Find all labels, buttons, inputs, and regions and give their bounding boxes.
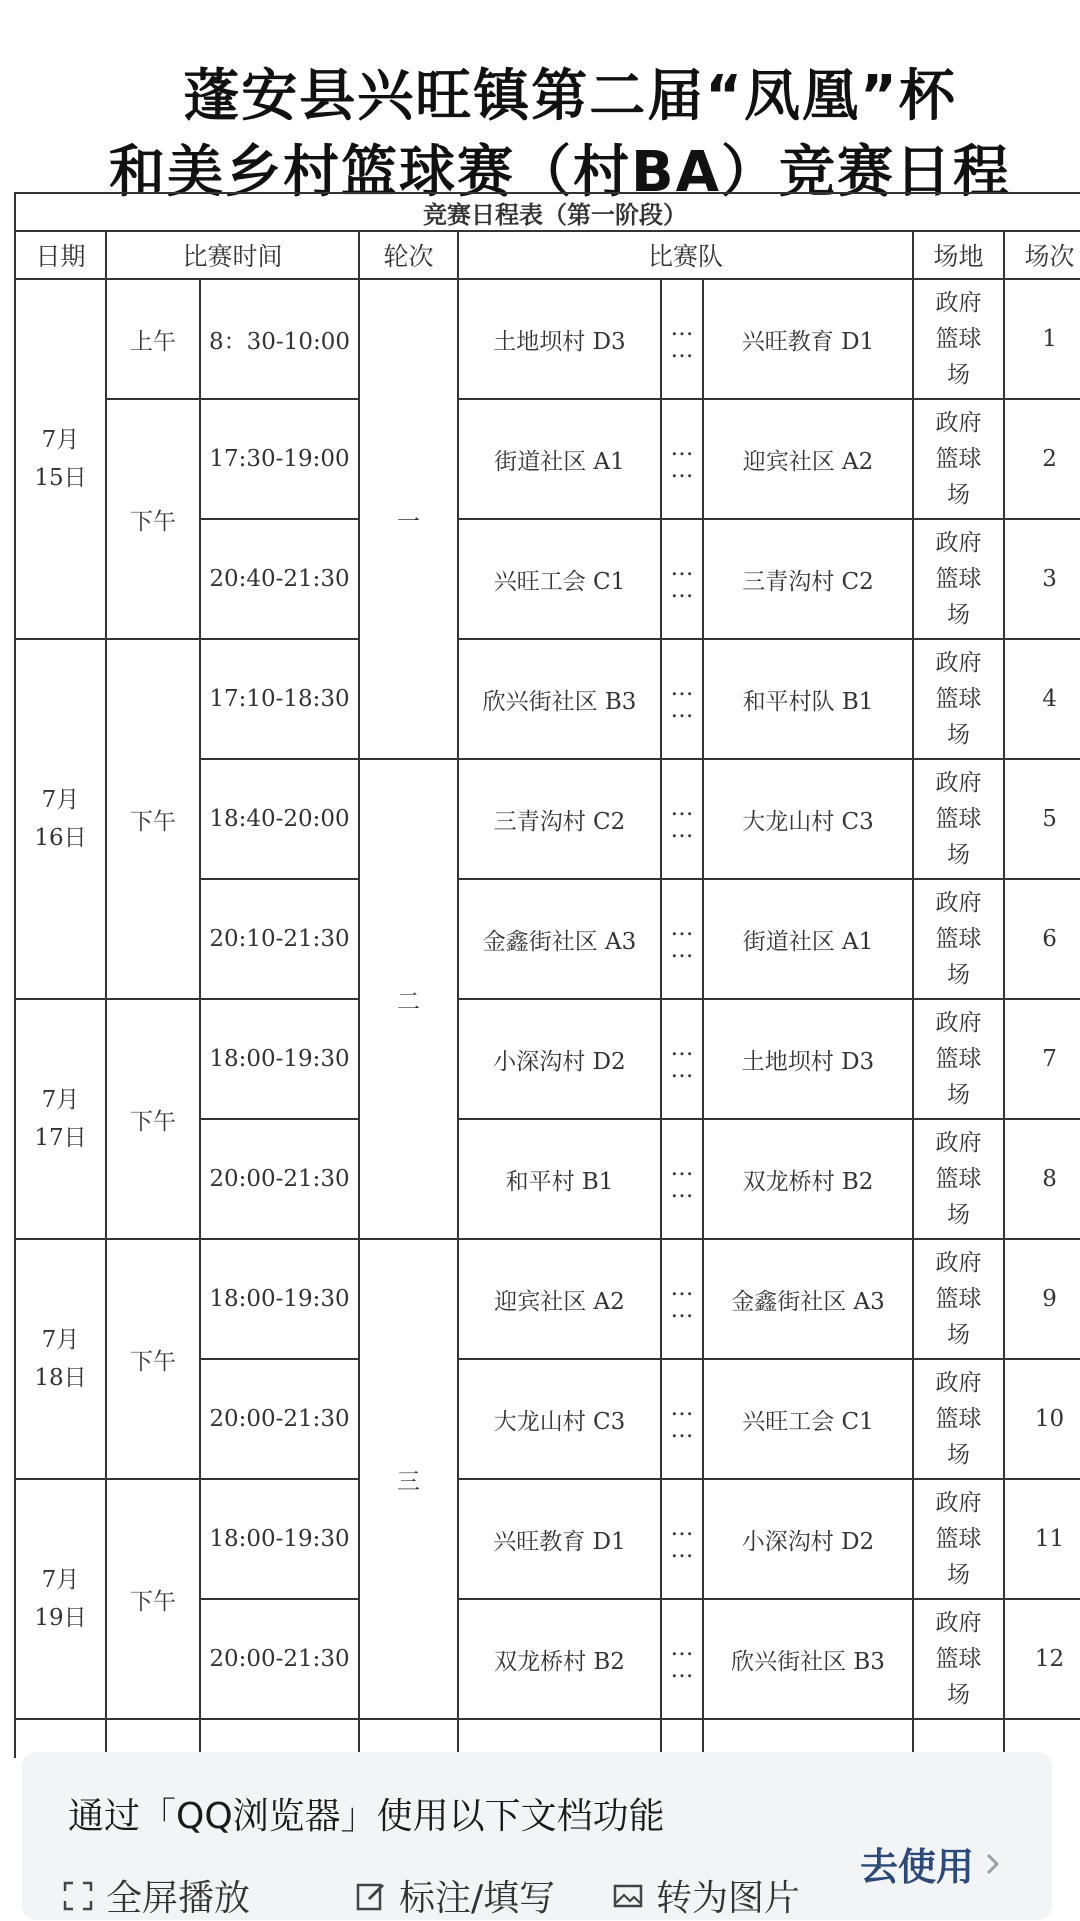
header-teams: 比赛队 [458, 231, 913, 279]
match-number-cell: 2 [1004, 399, 1080, 519]
versus-separator: … … [661, 999, 703, 1119]
period-cell: 上午 [106, 279, 200, 399]
away-team-cell: 兴旺教育 D1 [703, 279, 913, 399]
header-match-no: 场次 [1004, 231, 1080, 279]
time-cell: 18:00-19:30 [200, 1479, 359, 1599]
venue-cell: 政府 篮球 场 [913, 399, 1004, 519]
venue-cell: 政府 篮球 场 [913, 279, 1004, 399]
date-cell: 7月 18日 [15, 1239, 106, 1479]
header-round: 轮次 [359, 231, 458, 279]
header-row [15, 231, 1080, 279]
home-team-cell: 三青沟村 C2 [458, 759, 661, 879]
away-team-cell: 大龙山村 C3 [703, 759, 913, 879]
venue-cell: 政府 篮球 场 [913, 759, 1004, 879]
versus-separator: … … [661, 399, 703, 519]
match-number-cell: 11 [1004, 1479, 1080, 1599]
table-row [15, 999, 1080, 1119]
to-image-label: 转为图片 [656, 1878, 801, 1919]
away-team-cell: 街道社区 A1 [703, 879, 913, 999]
annotate-label: 标注/填写 [399, 1878, 556, 1919]
venue-cell: 政府 篮球 场 [913, 1359, 1004, 1479]
home-team-cell: 迎宾社区 A2 [458, 1239, 661, 1359]
to-image-button[interactable] [612, 1870, 800, 1921]
venue-cell: 政府 篮球 场 [913, 879, 1004, 999]
schedule-table [14, 192, 1080, 1758]
time-cell: 17:10-18:30 [200, 639, 359, 759]
period-cell: 下午 [106, 1239, 200, 1479]
versus-separator: … … [661, 1359, 703, 1479]
period-cell: 下午 [106, 639, 200, 999]
fullscreen-button[interactable] [62, 1870, 250, 1921]
match-number-cell: 1 [1004, 279, 1080, 399]
period-cell: 下午 [106, 399, 200, 639]
away-team-cell: 三青沟村 C2 [703, 519, 913, 639]
venue-cell: 政府 篮球 场 [913, 519, 1004, 639]
schedule-body [15, 193, 1080, 1758]
title-line-1: 蓬安县兴旺镇第二届“凤凰”杯 [183, 64, 957, 129]
versus-separator: … … [661, 279, 703, 399]
match-number-cell: 9 [1004, 1239, 1080, 1359]
edit-icon [355, 1880, 387, 1912]
table-row [15, 1479, 1080, 1599]
date-cell: 7月 17日 [15, 999, 106, 1239]
match-number-cell: 7 [1004, 999, 1080, 1119]
time-cell: 20:00-21:30 [200, 1599, 359, 1719]
versus-separator: … … [661, 759, 703, 879]
time-cell: 20:00-21:30 [200, 1359, 359, 1479]
venue-cell: 政府 篮球 场 [913, 1479, 1004, 1599]
date-cell: 7月 16日 [15, 639, 106, 999]
header-date: 日期 [15, 231, 106, 279]
time-cell: 20:10-21:30 [200, 879, 359, 999]
away-team-cell: 小深沟村 D2 [703, 1479, 913, 1599]
chevron-right-icon [982, 1849, 1004, 1879]
away-team-cell: 双龙桥村 B2 [703, 1119, 913, 1239]
table-row [15, 399, 1080, 519]
round-cell: 二 [359, 759, 458, 1239]
table-row [15, 279, 1080, 399]
venue-cell: 政府 篮球 场 [913, 1119, 1004, 1239]
table-row [15, 1239, 1080, 1359]
image-icon [612, 1880, 644, 1912]
home-team-cell: 街道社区 A1 [458, 399, 661, 519]
versus-separator: … … [661, 1479, 703, 1599]
away-team-cell: 土地坝村 D3 [703, 999, 913, 1119]
home-team-cell: 兴旺教育 D1 [458, 1479, 661, 1599]
time-cell: 18:40-20:00 [200, 759, 359, 879]
date-cell: 7月 19日 [15, 1479, 106, 1719]
versus-separator: … … [661, 639, 703, 759]
home-team-cell: 和平村 B1 [458, 1119, 661, 1239]
home-team-cell: 欣兴街社区 B3 [458, 639, 661, 759]
versus-separator: … … [661, 519, 703, 639]
time-cell: 17:30-19:00 [200, 399, 359, 519]
match-number-cell: 12 [1004, 1599, 1080, 1719]
away-team-cell: 迎宾社区 A2 [703, 399, 913, 519]
go-use-label: 去使用 [860, 1845, 975, 1889]
versus-separator: … … [661, 1119, 703, 1239]
time-cell: 8：30-10:00 [200, 279, 359, 399]
annotate-button[interactable] [355, 1870, 555, 1921]
home-team-cell: 双龙桥村 B2 [458, 1599, 661, 1719]
venue-cell: 政府 篮球 场 [913, 999, 1004, 1119]
away-team-cell: 欣兴街社区 B3 [703, 1599, 913, 1719]
home-team-cell: 土地坝村 D3 [458, 279, 661, 399]
round-cell: 三 [359, 1239, 458, 1719]
date-cell: 7月 15日 [15, 279, 106, 639]
away-team-cell: 和平村队 B1 [703, 639, 913, 759]
header-time: 比赛时间 [106, 231, 359, 279]
home-team-cell: 兴旺工会 C1 [458, 519, 661, 639]
home-team-cell: 小深沟村 D2 [458, 999, 661, 1119]
versus-separator: … … [661, 879, 703, 999]
header-venue: 场地 [913, 231, 1004, 279]
round-cell: 一 [359, 279, 458, 759]
title-line-2: 和美乡村篮球赛（村BA）竞赛日程 [108, 140, 1012, 205]
period-cell: 下午 [106, 1479, 200, 1719]
away-team-cell: 金鑫街社区 A3 [703, 1239, 913, 1359]
go-use-button[interactable] [860, 1836, 1004, 1891]
versus-separator: … … [661, 1599, 703, 1719]
qq-browser-banner [22, 1752, 1052, 1920]
match-number-cell: 4 [1004, 639, 1080, 759]
versus-separator: … … [661, 1239, 703, 1359]
banner-prompt: 通过「QQ浏览器」使用以下文档功能 [68, 1796, 665, 1837]
match-number-cell: 3 [1004, 519, 1080, 639]
table-caption: 竞赛日程表（第一阶段） [15, 193, 1080, 231]
away-team-cell: 兴旺工会 C1 [703, 1359, 913, 1479]
venue-cell: 政府 篮球 场 [913, 639, 1004, 759]
period-cell: 下午 [106, 999, 200, 1239]
fullscreen-icon [62, 1880, 94, 1912]
match-number-cell: 5 [1004, 759, 1080, 879]
venue-cell: 政府 篮球 场 [913, 1239, 1004, 1359]
venue-cell: 政府 篮球 场 [913, 1599, 1004, 1719]
match-number-cell: 8 [1004, 1119, 1080, 1239]
fullscreen-label: 全屏播放 [106, 1878, 251, 1919]
match-number-cell: 6 [1004, 879, 1080, 999]
time-cell: 20:00-21:30 [200, 1119, 359, 1239]
home-team-cell: 大龙山村 C3 [458, 1359, 661, 1479]
home-team-cell: 金鑫街社区 A3 [458, 879, 661, 999]
time-cell: 18:00-19:30 [200, 999, 359, 1119]
time-cell: 18:00-19:30 [200, 1239, 359, 1359]
time-cell: 20:40-21:30 [200, 519, 359, 639]
match-number-cell: 10 [1004, 1359, 1080, 1479]
table-row [15, 639, 1080, 759]
